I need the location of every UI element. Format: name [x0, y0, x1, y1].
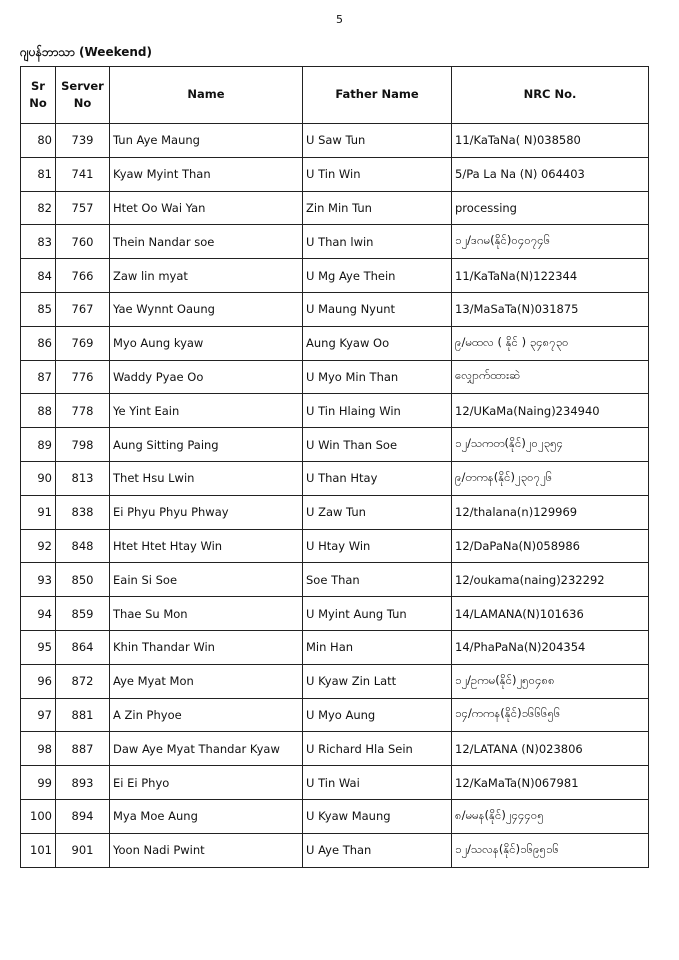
server-no-cell: 887 — [56, 732, 110, 766]
name-cell: Thein Nandar soe — [110, 225, 303, 259]
sr-no-cell: 80 — [21, 124, 56, 158]
server-no-cell: 776 — [56, 360, 110, 394]
table-row — [21, 225, 649, 259]
father-name-cell: U Zaw Tun — [303, 495, 452, 529]
sr-no-cell: 88 — [21, 394, 56, 428]
server-no-cell: 864 — [56, 630, 110, 664]
name-cell: A Zin Phyoe — [110, 698, 303, 732]
name-cell: Khin Thandar Win — [110, 630, 303, 664]
server-no-cell: 760 — [56, 225, 110, 259]
nrc-no-cell: 12/oukama(naing)232292 — [452, 563, 649, 597]
father-name-cell: U Myo Aung — [303, 698, 452, 732]
server-no-cell: 881 — [56, 698, 110, 732]
table-row — [21, 394, 649, 428]
sr-no-cell: 83 — [21, 225, 56, 259]
table-row — [21, 799, 649, 833]
table-row — [21, 292, 649, 326]
sr-no-cell: 92 — [21, 529, 56, 563]
father-name-cell: U Tin Wai — [303, 766, 452, 800]
table-row — [21, 732, 649, 766]
father-name-cell: U Maung Nyunt — [303, 292, 452, 326]
server-no-cell: 798 — [56, 428, 110, 462]
column-header-server-no: Server No — [56, 67, 110, 124]
nrc-no-cell: ၁၄/ကကန(နိုင်)၁၆၆၆၅၆ — [452, 698, 649, 732]
sr-no-cell: 82 — [21, 191, 56, 225]
name-cell: Yoon Nadi Pwint — [110, 833, 303, 867]
server-no-cell: 859 — [56, 597, 110, 631]
table-row — [21, 428, 649, 462]
server-no-cell: 872 — [56, 664, 110, 698]
father-name-cell: U Kyaw Maung — [303, 799, 452, 833]
server-no-cell: 778 — [56, 394, 110, 428]
sr-no-cell: 97 — [21, 698, 56, 732]
table-row — [21, 529, 649, 563]
father-name-cell: U Myint Aung Tun — [303, 597, 452, 631]
nrc-no-cell: ၁၂/သလန(နိုင်)၁၆၉၅၁၆ — [452, 833, 649, 867]
nrc-no-cell: 14/LAMANA(N)101636 — [452, 597, 649, 631]
table-header-row — [21, 67, 649, 124]
server-no-cell: 850 — [56, 563, 110, 597]
father-name-cell: Aung Kyaw Oo — [303, 326, 452, 360]
nrc-no-cell: processing — [452, 191, 649, 225]
nrc-no-cell: 12/UKaMa(Naing)234940 — [452, 394, 649, 428]
name-cell: Mya Moe Aung — [110, 799, 303, 833]
nrc-no-cell: ၈/မမန(နိုင်)၂၄၄၄၀၅ — [452, 799, 649, 833]
nrc-no-cell: 12/KaMaTa(N)067981 — [452, 766, 649, 800]
name-cell: Htet Oo Wai Yan — [110, 191, 303, 225]
sr-no-cell: 84 — [21, 259, 56, 293]
father-name-cell: U Win Than Soe — [303, 428, 452, 462]
name-cell: Ei Phyu Phyu Phway — [110, 495, 303, 529]
sr-no-cell: 93 — [21, 563, 56, 597]
table-row — [21, 461, 649, 495]
table-body — [21, 124, 649, 868]
nrc-no-cell: ၁၂/ဒဂမ(နိုင်)၀၄၀၇၄၆ — [452, 225, 649, 259]
nrc-no-cell: 14/PhaPaNa(N)204354 — [452, 630, 649, 664]
father-name-cell: U Myo Min Than — [303, 360, 452, 394]
sr-no-cell: 86 — [21, 326, 56, 360]
name-cell: Htet Htet Htay Win — [110, 529, 303, 563]
table-row — [21, 191, 649, 225]
table-row — [21, 124, 649, 158]
name-cell: Tun Aye Maung — [110, 124, 303, 158]
nrc-no-cell: 12/DaPaNa(N)058986 — [452, 529, 649, 563]
server-no-cell: 838 — [56, 495, 110, 529]
nrc-no-cell: ၉/တကန(နိုင်)၂၃၀၇၂၆ — [452, 461, 649, 495]
name-cell: Yae Wynnt Oaung — [110, 292, 303, 326]
sr-no-cell: 85 — [21, 292, 56, 326]
name-cell: Daw Aye Myat Thandar Kyaw — [110, 732, 303, 766]
server-no-cell: 741 — [56, 157, 110, 191]
sr-no-cell: 87 — [21, 360, 56, 394]
nrc-no-cell: ၁၂/ဥကမ(နိုင်)၂၅၀၄၈၈ — [452, 664, 649, 698]
table-row — [21, 597, 649, 631]
nrc-no-cell: 12/LATANA (N)023806 — [452, 732, 649, 766]
father-name-cell: U Mg Aye Thein — [303, 259, 452, 293]
sr-no-cell: 91 — [21, 495, 56, 529]
sr-no-cell: 94 — [21, 597, 56, 631]
table-row — [21, 833, 649, 867]
server-no-cell: 893 — [56, 766, 110, 800]
sr-no-cell: 98 — [21, 732, 56, 766]
section-title: ဂျပန်ဘာသာ (Weekend) — [20, 45, 152, 59]
nrc-no-cell: 11/KaTaNa(N)122344 — [452, 259, 649, 293]
server-no-cell: 848 — [56, 529, 110, 563]
table-row — [21, 698, 649, 732]
father-name-cell: U Tin Hlaing Win — [303, 394, 452, 428]
father-name-cell: U Saw Tun — [303, 124, 452, 158]
sr-no-cell: 101 — [21, 833, 56, 867]
father-name-cell: U Aye Than — [303, 833, 452, 867]
table-row — [21, 157, 649, 191]
name-cell: Aung Sitting Paing — [110, 428, 303, 462]
column-header-nrc-no: NRC No. — [452, 67, 649, 124]
server-no-cell: 769 — [56, 326, 110, 360]
name-cell: Waddy Pyae Oo — [110, 360, 303, 394]
column-header-sr-no: Sr No — [21, 67, 56, 124]
column-header-name: Name — [110, 67, 303, 124]
table-row — [21, 360, 649, 394]
sr-no-cell: 96 — [21, 664, 56, 698]
nrc-no-cell: ၁၂/သကတ(နိုင်)၂၀၂၃၅၄ — [452, 428, 649, 462]
server-no-cell: 901 — [56, 833, 110, 867]
table-row — [21, 326, 649, 360]
name-cell: Eain Si Soe — [110, 563, 303, 597]
father-name-cell: U Kyaw Zin Latt — [303, 664, 452, 698]
sr-no-cell: 95 — [21, 630, 56, 664]
nrc-no-cell: လျှောက်ထားဆဲ — [452, 360, 649, 394]
sr-no-cell: 89 — [21, 428, 56, 462]
father-name-cell: U Htay Win — [303, 529, 452, 563]
table-row — [21, 495, 649, 529]
server-no-cell: 813 — [56, 461, 110, 495]
father-name-cell: Soe Than — [303, 563, 452, 597]
column-header-father-name: Father Name — [303, 67, 452, 124]
table-row — [21, 630, 649, 664]
father-name-cell: Min Han — [303, 630, 452, 664]
name-cell: Ei Ei Phyo — [110, 766, 303, 800]
server-no-cell: 766 — [56, 259, 110, 293]
nrc-no-cell: 12/thalana(n)129969 — [452, 495, 649, 529]
nrc-no-cell: 5/Pa La Na (N) 064403 — [452, 157, 649, 191]
server-no-cell: 894 — [56, 799, 110, 833]
server-no-cell: 767 — [56, 292, 110, 326]
father-name-cell: U Richard Hla Sein — [303, 732, 452, 766]
table-row — [21, 563, 649, 597]
father-name-cell: U Than Htay — [303, 461, 452, 495]
roster-table — [20, 66, 649, 868]
sr-no-cell: 100 — [21, 799, 56, 833]
sr-no-cell: 90 — [21, 461, 56, 495]
server-no-cell: 739 — [56, 124, 110, 158]
sr-no-cell: 81 — [21, 157, 56, 191]
server-no-cell: 757 — [56, 191, 110, 225]
name-cell: Thae Su Mon — [110, 597, 303, 631]
page-number: 5 — [336, 13, 343, 26]
father-name-cell: U Than lwin — [303, 225, 452, 259]
name-cell: Aye Myat Mon — [110, 664, 303, 698]
nrc-no-cell: 11/KaTaNa( N)038580 — [452, 124, 649, 158]
name-cell: Ye Yint Eain — [110, 394, 303, 428]
name-cell: Zaw lin myat — [110, 259, 303, 293]
nrc-no-cell: 13/MaSaTa(N)031875 — [452, 292, 649, 326]
nrc-no-cell: ၉/မထလ ( နိုင် ) ၃၄၈၇၃၀ — [452, 326, 649, 360]
table-row — [21, 664, 649, 698]
table-row — [21, 766, 649, 800]
father-name-cell: U Tin Win — [303, 157, 452, 191]
name-cell: Myo Aung kyaw — [110, 326, 303, 360]
father-name-cell: Zin Min Tun — [303, 191, 452, 225]
name-cell: Thet Hsu Lwin — [110, 461, 303, 495]
sr-no-cell: 99 — [21, 766, 56, 800]
name-cell: Kyaw Myint Than — [110, 157, 303, 191]
table-row — [21, 259, 649, 293]
